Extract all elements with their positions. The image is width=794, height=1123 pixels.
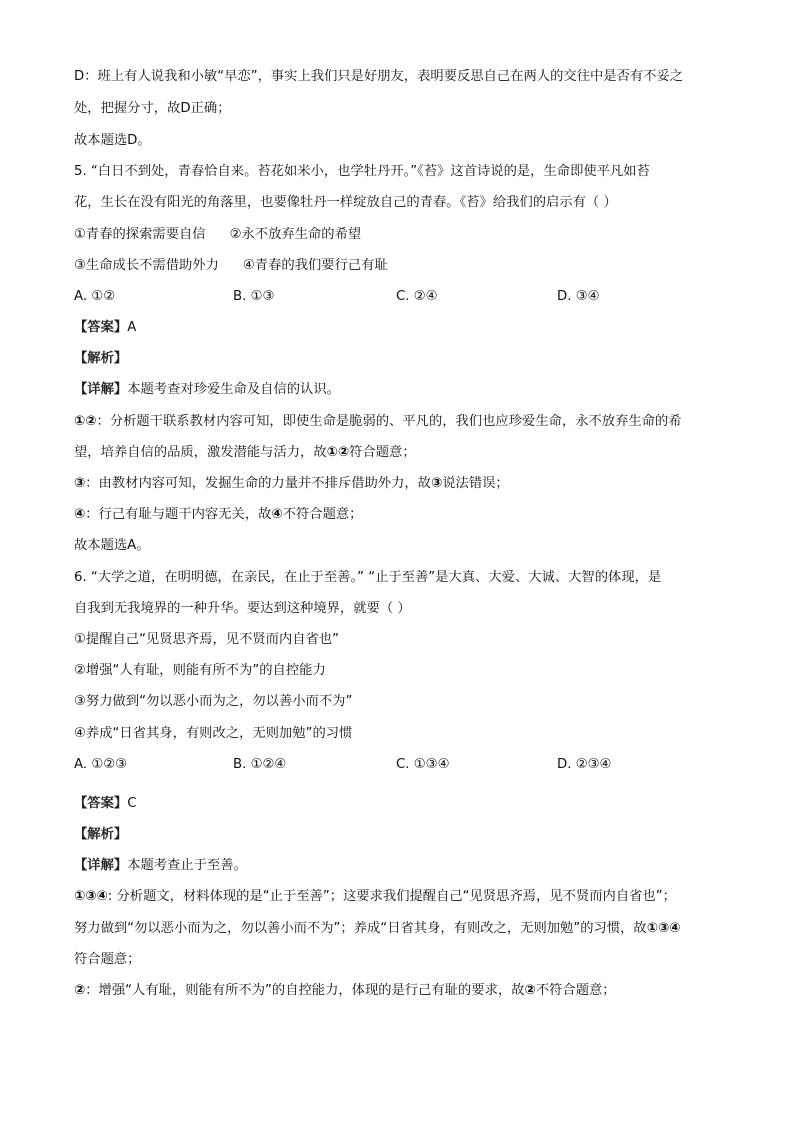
q6-explain-1-line-2: 努力做到“勿以恶小而为之，勿以善小而不为”；养成“日省其身，有则改之，无则加勉”的习惯，故①③④ [74, 921, 681, 936]
q5-stem-line-1: 5. “白日不到处，青春恰自来。苔花如米小，也学牡丹开。”《苔》这首诗说的是，生命即使平凡如苔 [74, 164, 650, 179]
q5-item-1: ①青春的探索需要自信 [74, 227, 206, 242]
q6-option-b: B. ①②④ [233, 757, 287, 772]
q5-detail-label: 【详解】 [74, 382, 128, 397]
q6-option-c: C. ①③④ [396, 757, 450, 772]
q6-detail-label: 【详解】 [74, 858, 128, 873]
q6-option-d: D. ②③④ [557, 757, 612, 772]
q5-explain-1-line-2: 望，培养自信的品质，激发潜能与活力，故①②符合题意； [74, 445, 416, 460]
q5-item-3: ③生命成长不需借助外力 [74, 258, 219, 273]
q5-detail [74, 381, 720, 399]
q5-analysis-label: 【解析】 [74, 351, 128, 366]
q6-detail [74, 857, 720, 875]
q5-items-row-1 [74, 226, 720, 244]
prev-conclusion: 故本题选D。 [74, 133, 151, 148]
q5-stem-line-2: 花，生长在没有阳光的角落里，也要像牡丹一样绽放自己的青春。《苔》给我们的启示有（ ） [74, 195, 617, 210]
q5-option-d: D. ③④ [557, 289, 600, 304]
q6-item-2: ②增强“人有耻，则能有所不为”的自控能力 [74, 663, 326, 678]
prev-option-d-line-1: D：班上有人说我和小敏“早恋”，事实上我们只是好朋友，表明要反思自己在两人的交往中是否有不妥之 [74, 69, 684, 84]
q6-answer-value: C [127, 796, 137, 811]
q5-explain-3: ④：行己有耻与题干内容无关，故④不符合题意； [74, 507, 363, 522]
prev-option-d-line-2: 处，把握分寸，故D正确； [74, 101, 231, 116]
q5-option-a: A. ①② [74, 289, 116, 304]
q6-detail-text: 本题考查止于至善。 [127, 858, 247, 873]
q6-explain-1-line-3: 符合题意； [74, 952, 141, 967]
q6-explain-1-line-1: ①③④: 分析题文，材料体现的是“止于至善”；这要求我们提醒自己“见贤思齐焉，见不贤而内自省也”； [74, 889, 676, 904]
q5-item-4: ④青春的我们要行己有耻 [242, 258, 388, 273]
q6-explain-2: ②：增强“人有耻，则能有所不为”的自控能力，体现的是行己有耻的要求，故②不符合题意； [74, 983, 616, 998]
q6-answer [74, 795, 720, 813]
q6-item-1: ①提醒自己“见贤思齐焉，见不贤而内自省也” [74, 632, 340, 647]
q5-option-c: C. ②④ [396, 289, 438, 304]
q5-answer-value: A [127, 320, 137, 335]
q6-stem-line-2: 自我到无我境界的一种升华。要达到这种境界，就要（ ） [74, 601, 411, 616]
q6-answer-label: 【答案】 [74, 796, 128, 811]
q6-item-4: ④养成“日省其身，有则改之，无则加勉”的习惯 [74, 726, 353, 741]
q5-item-2: ②永不放弃生命的希望 [229, 227, 362, 242]
q5-option-b: B. ①③ [233, 289, 275, 304]
q5-items-row-2 [74, 257, 720, 275]
q5-explain-1-line-1: ①②：分析题干联系教材内容可知，即使生命是脆弱的、平凡的，我们也应珍爱生命，永不放弃生命的希 [74, 414, 682, 429]
q6-analysis-label: 【解析】 [74, 827, 128, 842]
q6-stem-line-1: 6. “大学之道，在明明德，在亲民，在止于至善。” “止于至善”是大真、大爱、大诚、大智的体现，是 [74, 570, 662, 585]
q5-answer [74, 319, 720, 337]
q6-option-a: A. ①②③ [74, 757, 128, 772]
q6-item-3: ③努力做到“勿以恶小而为之，勿以善小而不为” [74, 694, 353, 709]
q5-detail-text: 本题考查对珍爱生命及自信的认识。 [127, 382, 340, 397]
q5-answer-label: 【答案】 [74, 320, 128, 335]
q5-conclusion: 故本题选A。 [74, 538, 150, 553]
q5-explain-2: ③：由教材内容可知，发掘生命的力量并不排斥借助外力，故③说法错误； [74, 476, 509, 491]
